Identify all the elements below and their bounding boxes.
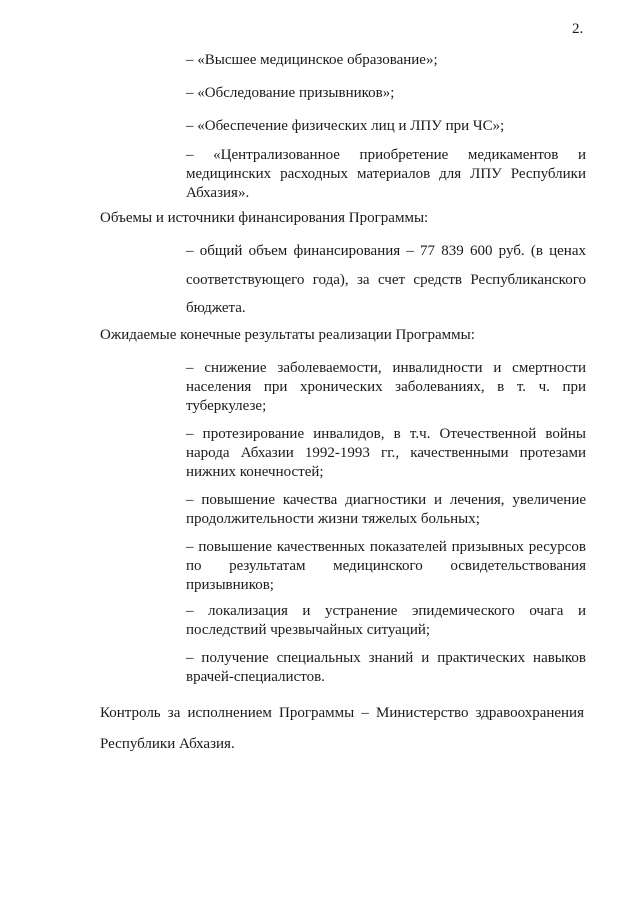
result-item: – снижение заболеваемости, инвалидности и смертности населения при хронических заболеваниях, в т. ч. при туберкулезе;	[186, 360, 586, 414]
control-statement: Контроль за исполнением Программы – Министерство здравоохранения Республики Абхазия.	[100, 705, 584, 752]
subprogram-item: – «Централизованное приобретение медикаментов и медицинских расходных материалов для ЛПУ Республики Абхазия».	[186, 147, 586, 201]
result-item: – протезирование инвалидов, в т.ч. Отечественной войны народа Абхазии 1992-1993 гг., качественными протезами нижних конечностей;	[186, 426, 586, 480]
result-item: – получение специальных знаний и практических навыков врачей-специалистов.	[186, 650, 586, 685]
results-heading: Ожидаемые конечные результаты реализации Программы:	[100, 327, 475, 343]
result-item: – повышение качественных показателей призывных ресурсов по результатам медицинского освидетельствования призывников;	[186, 539, 586, 593]
funding-text: – общий объем финансирования – 77 839 600 руб. (в ценах соответствующего года), за счет средств Республиканского бюджета.	[186, 243, 586, 316]
subprogram-item: – «Высшее медицинское образование»;	[186, 52, 438, 68]
result-item: – локализация и устранение эпидемического очага и последствий чрезвычайных ситуаций;	[186, 603, 586, 638]
subprogram-item: – «Обеспечение физических лиц и ЛПУ при ЧС»;	[186, 118, 505, 134]
funding-heading: Объемы и источники финансирования Программы:	[100, 210, 429, 226]
subprogram-item: – «Обследование призывников»;	[186, 85, 395, 101]
page-number: 2.	[572, 21, 584, 37]
result-item: – повышение качества диагностики и лечения, увеличение продолжительности жизни тяжелых больных;	[186, 492, 586, 527]
